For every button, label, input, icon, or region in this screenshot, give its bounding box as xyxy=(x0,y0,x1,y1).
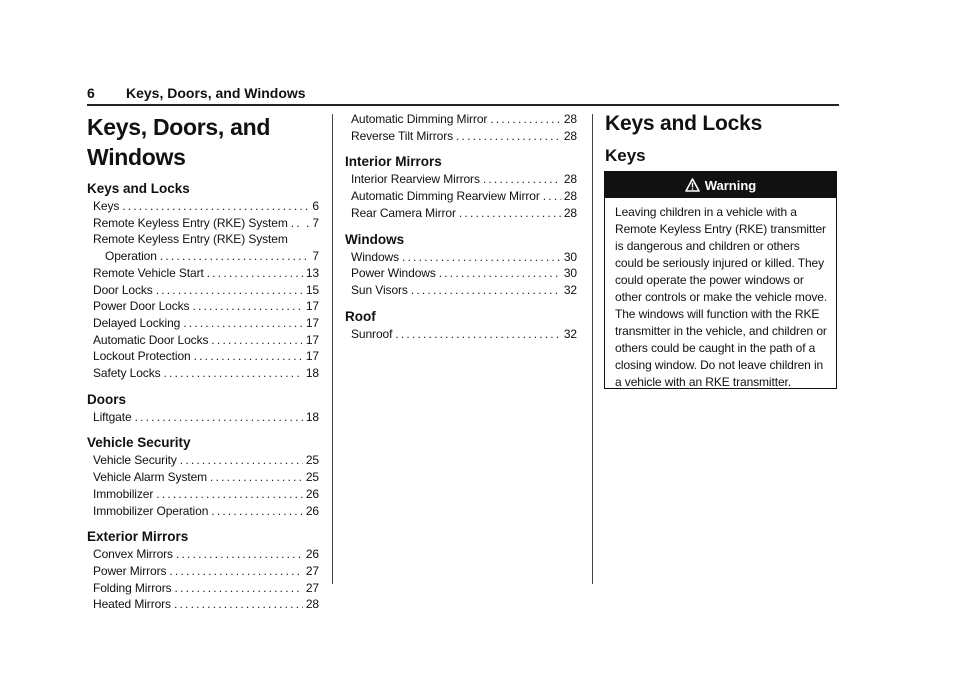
toc-page-number: 26 xyxy=(305,486,319,501)
toc-page-number: 13 xyxy=(305,265,319,280)
toc-entry[interactable] xyxy=(87,215,319,232)
toc-page-number: 25 xyxy=(305,470,319,485)
toc-entry[interactable] xyxy=(87,563,319,580)
toc-entry[interactable] xyxy=(87,198,319,215)
column-divider xyxy=(332,114,333,584)
toc-entry[interactable] xyxy=(345,171,577,188)
toc-section-heading: Keys and Locks xyxy=(87,181,190,196)
toc-entry-label: Lockout Protection xyxy=(93,349,191,364)
toc-entry-label: Keys xyxy=(93,199,120,213)
page-number: 6 xyxy=(87,85,95,101)
toc-entry-label: Delayed Locking xyxy=(93,315,181,330)
toc-section-heading: Doors xyxy=(87,391,127,407)
toc-page-number: 28 xyxy=(563,112,577,126)
chapter-title-line1: Keys, Doors, and xyxy=(87,114,271,140)
toc-entry-label: Power Door Locks xyxy=(93,299,190,314)
toc-entry[interactable] xyxy=(345,128,577,145)
toc-entry-label: Vehicle Security xyxy=(93,453,177,468)
toc-leader-dots xyxy=(176,546,303,563)
toc-leader-dots xyxy=(174,596,303,613)
warning-text: Leaving children in a vehicle with a Remote Keyless Entry (RKE) transmitter is dangerous and children or others could be seriously injured or killed. They could operate the power windows or other controls or make the vehicle move. The windows will function with the RKE transmitter in the vehicle, and children or others could be caught in the path of a closing window. Do not leave children in a vehicle with an RKE transmitter. xyxy=(615,205,828,389)
toc-entry[interactable] xyxy=(87,409,319,426)
toc-entry-label: Sun Visors xyxy=(351,282,408,297)
warning-box xyxy=(604,171,837,389)
toc-leader-dots xyxy=(291,215,303,232)
subsection-title: Keys xyxy=(605,146,646,165)
toc-entry-label: Interior Rearview Mirrors xyxy=(351,172,480,187)
toc-entry[interactable] xyxy=(87,469,319,486)
toc-entry-label: Sunroof xyxy=(351,326,393,341)
toc-page-number: 27 xyxy=(305,563,319,578)
toc-entry[interactable] xyxy=(87,365,319,382)
toc-leader-dots xyxy=(122,198,309,215)
toc-entry-label: Door Locks xyxy=(93,282,153,297)
toc-leader-dots xyxy=(192,298,302,315)
toc-section-heading: Vehicle Security xyxy=(87,435,191,451)
toc-page-number: 28 xyxy=(563,172,577,187)
toc-page-number: 30 xyxy=(563,266,577,281)
toc-entry[interactable] xyxy=(87,315,319,332)
toc-entry-label: Automatic Door Locks xyxy=(93,332,209,347)
toc-leader-dots xyxy=(210,469,303,486)
toc-entry[interactable] xyxy=(87,265,319,282)
toc-entry[interactable] xyxy=(87,282,319,299)
toc-entry-label: Remote Keyless Entry (RKE) System xyxy=(93,215,288,230)
toc-leader-dots xyxy=(543,188,561,205)
toc-entry[interactable] xyxy=(87,298,319,315)
page-header xyxy=(87,84,839,106)
toc-entry[interactable] xyxy=(345,188,577,205)
toc-page-number: . 7 xyxy=(305,215,319,230)
toc-entry[interactable] xyxy=(87,580,319,597)
toc-entry[interactable] xyxy=(87,348,319,365)
toc-page-number: 17 xyxy=(305,332,319,347)
toc-section-heading: Windows xyxy=(345,231,405,247)
toc-entry-label: Power Windows xyxy=(351,266,436,281)
warning-title: Warning xyxy=(704,177,757,193)
toc-column-1 xyxy=(87,180,319,613)
toc-entry-label: Convex Mirrors xyxy=(93,547,173,562)
toc-leader-dots xyxy=(135,409,303,426)
toc-page-number: 6 xyxy=(312,199,319,213)
toc-leader-dots xyxy=(411,282,561,299)
chapter-title-line2: Windows xyxy=(87,144,186,170)
toc-leader-dots xyxy=(169,563,302,580)
toc-entry-label: Remote Keyless Entry (RKE) System xyxy=(93,232,288,247)
toc-entry-label: Automatic Dimming Rearview Mirror xyxy=(351,189,540,204)
toc-entry-label: Folding Mirrors xyxy=(93,580,172,595)
toc-entry[interactable] xyxy=(87,503,319,520)
toc-leader-dots xyxy=(211,332,302,349)
toc-entry[interactable] xyxy=(345,282,577,299)
toc-entry-label: Remote Vehicle Start xyxy=(93,265,204,280)
toc-page-number: 25 xyxy=(305,453,319,468)
toc-entry[interactable] xyxy=(87,596,319,613)
toc-leader-dots xyxy=(160,248,310,265)
toc-leader-dots xyxy=(395,326,561,343)
toc-section-heading: Interior Mirrors xyxy=(345,154,442,170)
toc-page-number: 28 xyxy=(563,128,577,143)
toc-page-number: 15 xyxy=(305,282,319,297)
toc-entry[interactable] xyxy=(87,486,319,503)
toc-page-number: 28 xyxy=(563,189,577,204)
toc-page-number: 26 xyxy=(305,503,319,518)
toc-leader-dots xyxy=(180,452,303,469)
toc-entry-label: Immobilizer xyxy=(93,486,154,501)
toc-entry[interactable] xyxy=(87,231,319,248)
running-section-title: Keys, Doors, and Windows xyxy=(126,85,306,101)
toc-page-number: 32 xyxy=(563,282,577,297)
toc-column-2 xyxy=(345,111,577,342)
column-divider xyxy=(592,114,593,584)
toc-leader-dots xyxy=(183,315,303,332)
toc-entry[interactable] xyxy=(345,326,577,343)
toc-leader-dots xyxy=(402,249,561,266)
toc-leader-dots xyxy=(459,205,561,222)
toc-entry-label: Windows xyxy=(351,249,399,264)
toc-entry-label: Heated Mirrors xyxy=(93,597,171,612)
toc-entry[interactable] xyxy=(345,111,577,128)
toc-section-heading: Roof xyxy=(345,308,376,324)
toc-entry-label: Automatic Dimming Mirror xyxy=(351,112,488,126)
toc-leader-dots xyxy=(194,348,303,365)
toc-page-number: 28 xyxy=(305,597,319,612)
toc-page-number: 26 xyxy=(305,547,319,562)
section-title: Keys and Locks xyxy=(605,112,763,135)
toc-entry-label: Operation xyxy=(105,249,157,264)
toc-entry[interactable] xyxy=(87,452,319,469)
toc-entry[interactable] xyxy=(87,546,319,563)
toc-entry-label: Rear Camera Mirror xyxy=(351,205,456,220)
toc-leader-dots xyxy=(439,265,561,282)
toc-entry-continuation[interactable] xyxy=(87,248,319,265)
toc-entry[interactable] xyxy=(345,265,577,282)
toc-leader-dots xyxy=(490,111,561,128)
toc-page-number: 18 xyxy=(305,409,319,424)
toc-page-number: 27 xyxy=(305,580,319,595)
toc-leader-dots xyxy=(156,486,303,503)
toc-page-number: 7 xyxy=(312,249,319,264)
toc-leader-dots xyxy=(483,171,561,188)
toc-page-number: 32 xyxy=(563,326,577,341)
toc-page-number: 17 xyxy=(305,315,319,330)
toc-page-number: 30 xyxy=(563,249,577,264)
toc-entry[interactable] xyxy=(87,332,319,349)
toc-leader-dots xyxy=(207,265,303,282)
toc-leader-dots xyxy=(164,365,303,382)
toc-entry-label: Vehicle Alarm System xyxy=(93,470,208,485)
warning-header xyxy=(605,172,836,198)
toc-entry[interactable] xyxy=(345,249,577,266)
toc-leader-dots xyxy=(456,128,561,145)
toc-page-number: 17 xyxy=(305,299,319,314)
chapter-title xyxy=(87,112,327,172)
warning-triangle-icon xyxy=(685,178,700,192)
toc-leader-dots xyxy=(175,580,303,597)
toc-page-number: 18 xyxy=(305,366,319,381)
toc-entry[interactable] xyxy=(345,205,577,222)
toc-entry-label: Liftgate xyxy=(93,409,132,424)
toc-entry-label: Immobilizer Operation xyxy=(93,503,209,518)
toc-leader-dots xyxy=(211,503,303,520)
toc-entry-label: Safety Locks xyxy=(93,366,161,381)
toc-leader-dots xyxy=(156,282,303,299)
toc-page-number: 28 xyxy=(563,205,577,220)
toc-section-heading: Exterior Mirrors xyxy=(87,529,189,545)
toc-entry-label: Power Mirrors xyxy=(93,563,167,578)
toc-entry-label: Reverse Tilt Mirrors xyxy=(351,128,454,143)
toc-page-number: 17 xyxy=(305,349,319,364)
